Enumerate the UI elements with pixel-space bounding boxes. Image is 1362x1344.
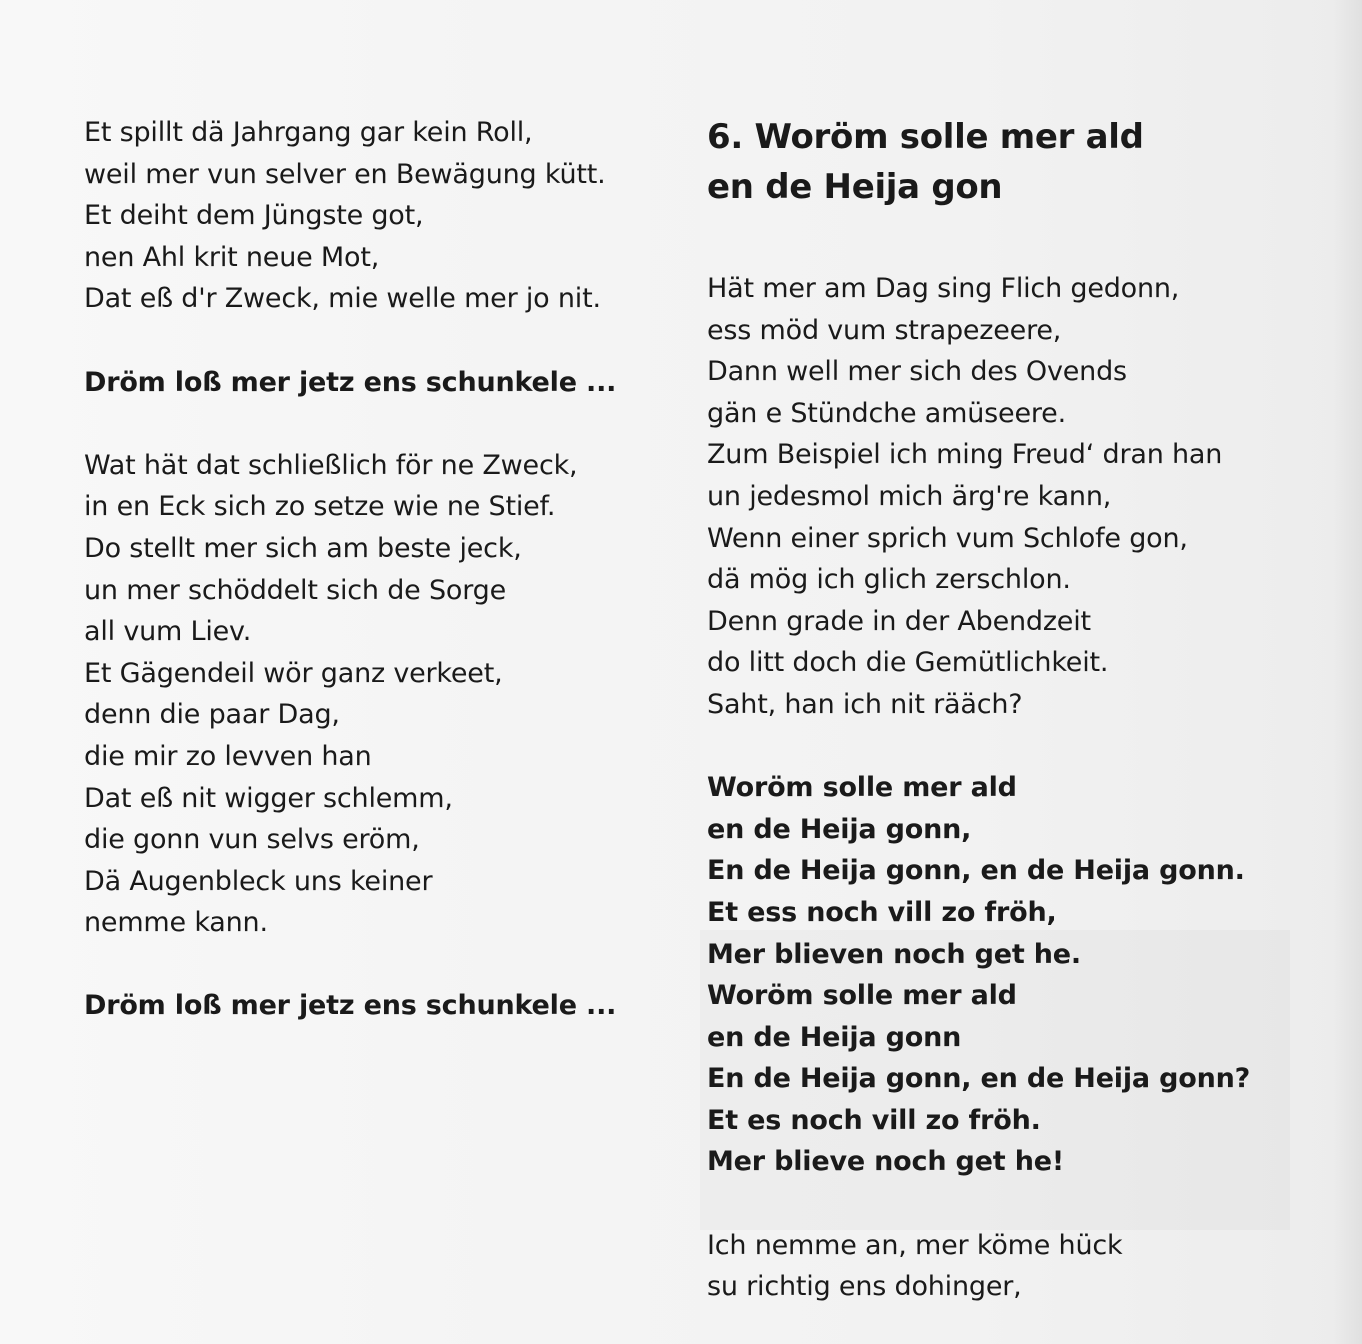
verse-line: Wenn einer sprich vum Schlofe gon, (707, 522, 1188, 554)
verse-line: die mir zo levven han (84, 740, 372, 772)
song-title (707, 112, 1347, 212)
verse-line: in en Eck sich zo setze wie ne Stief. (84, 491, 556, 523)
chorus-line: en de Heija gonn (707, 1021, 962, 1053)
stanza-left-2 (84, 445, 674, 944)
verse-line: gän e Stündche amüseere. (707, 397, 1066, 429)
verse-line: Zum Beispiel ich ming Freud‘ dran han (707, 439, 1223, 471)
verse-line: Et spillt dä Jahrgang gar kein Roll, (84, 117, 533, 148)
verse-line: Saht, han ich nit rääch? (707, 688, 1023, 720)
stanza-right-1 (707, 268, 1347, 726)
verse-line: Hät mer am Dag sing Flich gedonn, (707, 273, 1180, 304)
verse-line: do litt doch die Gemütlichkeit. (707, 647, 1109, 679)
verse-line: Dä Augenbleck uns keiner (84, 865, 433, 897)
verse-line: denn die paar Dag, (84, 699, 340, 731)
verse-line: die gonn vun selvs eröm, (84, 824, 420, 856)
verse-line: un jedesmol mich ärg're kann, (707, 480, 1112, 512)
chorus-line: en de Heija gonn, (707, 813, 972, 845)
verse-line: all vum Liev. (84, 616, 252, 648)
chorus-line: Mer blieven noch get he. (707, 938, 1081, 970)
verse-line: nen Ahl krit neue Mot, (84, 241, 380, 273)
verse-line: su richtig ens dohinger, (707, 1271, 1022, 1303)
chorus-line: En de Heija gonn, en de Heija gonn? (707, 1063, 1251, 1095)
chorus-line: Et es noch vill zo fröh. (707, 1104, 1041, 1136)
verse-line: Dann well mer sich des Ovends (707, 356, 1127, 388)
right-column (707, 112, 1347, 1308)
verse-line: ess möd vum strapezeere, (707, 314, 1062, 346)
verse-line: Dat eß d'r Zweck, mie welle mer jo nit. (84, 283, 601, 315)
chorus-line: Mer blieve noch get he! (707, 1146, 1064, 1178)
chorus-line: Woröm solle mer ald (707, 980, 1017, 1012)
chorus-reference: Dröm loß mer jetz ens schunkele ... (84, 366, 617, 398)
chorus (707, 767, 1347, 1183)
stanza-right-2 (707, 1225, 1347, 1308)
verse-line: Et Gägendeil wör ganz verkeet, (84, 657, 503, 689)
stanza-left-1 (84, 112, 674, 320)
verse-line: weil mer vun selver en Bewägung kütt. (84, 158, 606, 190)
chorus-line: Woröm solle mer ald (707, 772, 1017, 804)
verse-line: Et deiht dem Jüngste got, (84, 200, 424, 232)
chorus-line: Et ess noch vill zo fröh, (707, 896, 1057, 928)
verse-line: Denn grade in der Abendzeit (707, 605, 1091, 637)
verse-line: Wat hät dat schließlich för ne Zweck, (84, 449, 578, 481)
verse-line: nemme kann. (84, 907, 268, 939)
verse-line: Ich nemme an, mer köme hück (707, 1229, 1123, 1261)
verse-line: Do stellt mer sich am beste jeck, (84, 532, 522, 564)
verse-line: dä mög ich glich zerschlon. (707, 564, 1071, 596)
verse-line: Dat eß nit wigger schlemm, (84, 782, 453, 814)
chorus-line: En de Heija gonn, en de Heija gonn. (707, 855, 1245, 887)
chorus-reference: Dröm loß mer jetz ens schunkele ... (84, 990, 617, 1022)
verse-line: un mer schöddelt sich de Sorge (84, 574, 506, 606)
left-column (84, 112, 674, 1027)
song-title-line: 6. Woröm solle mer ald (707, 117, 1144, 157)
song-title-line: en de Heija gon (707, 167, 1003, 207)
